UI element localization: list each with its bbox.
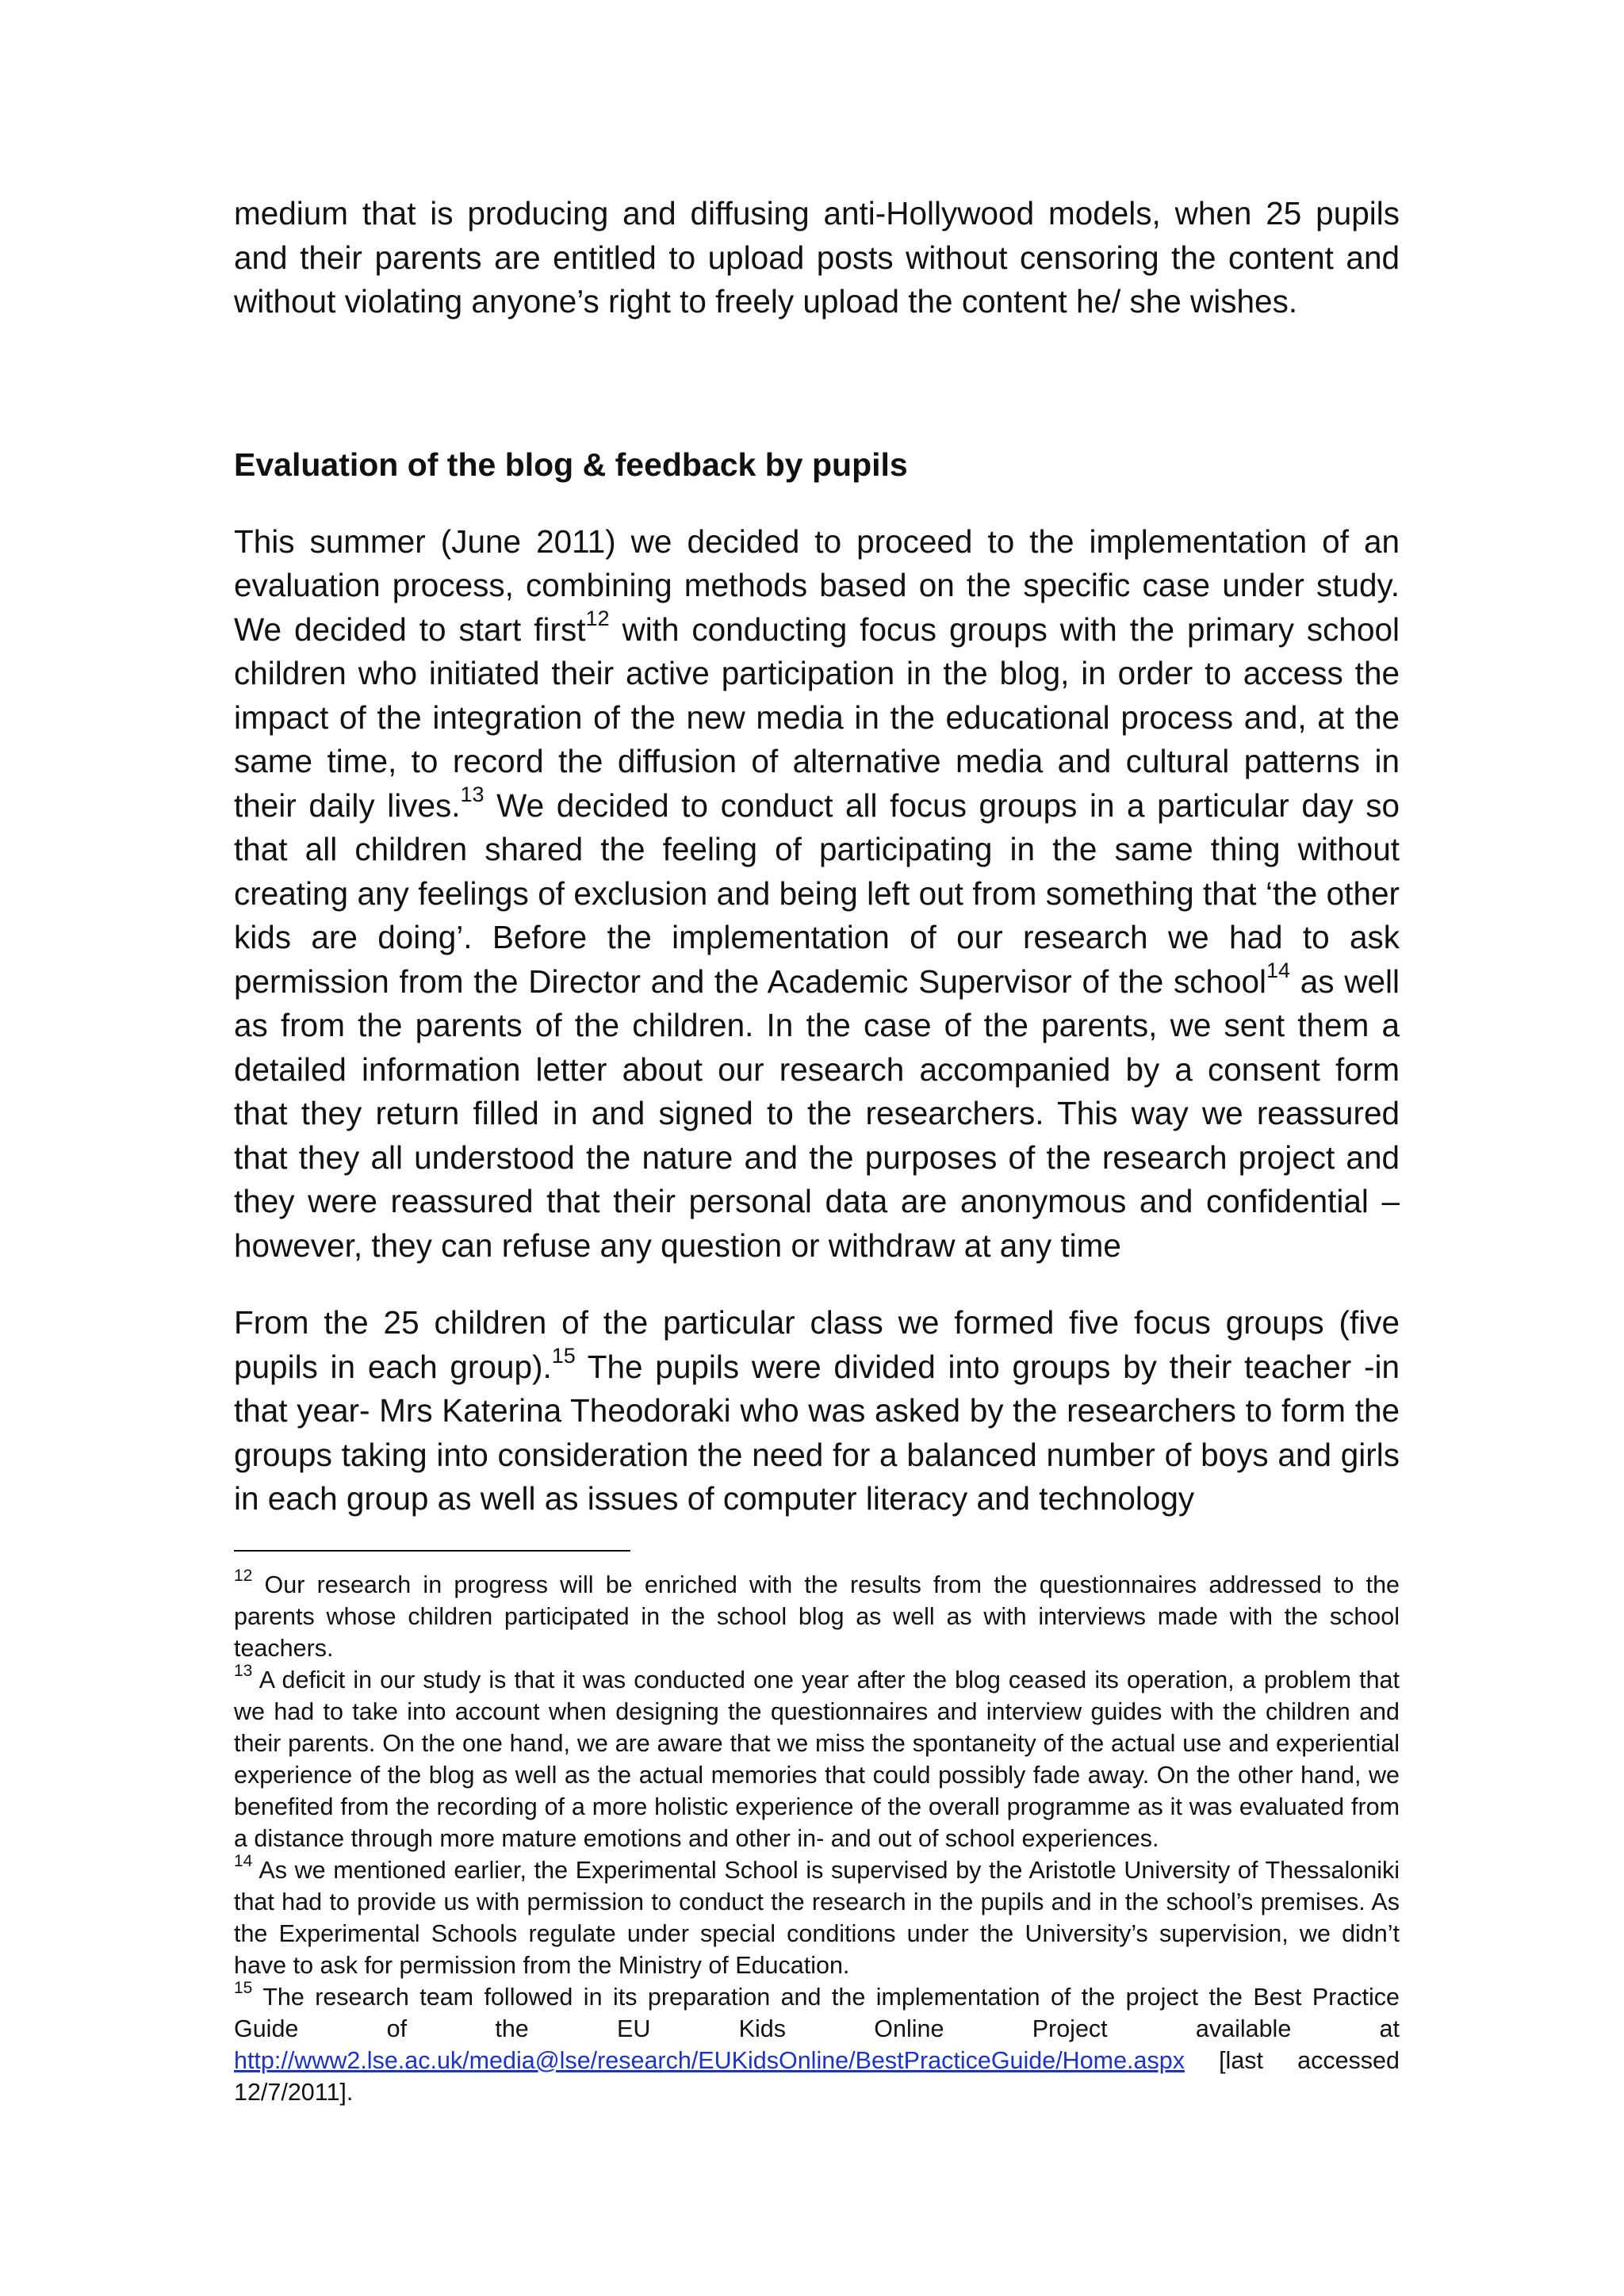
- best-practice-guide-link[interactable]: http://www2.lse.ac.uk/media@lse/research/EUKidsOnline/BestPracticeGuide/Home.aspx: [234, 2046, 1185, 2074]
- body-paragraph-2: [234, 1301, 1400, 1521]
- footnote-12: [234, 1569, 1400, 1664]
- paragraph1-text-3: We decided to conduct all focus groups in a particular day so that all children shared the feeling of participating in the same thing without creating any feelings of exclusion and being left out from something that ‘the other kids are doing’. Before the implementation of our research we had to ask permission from the Director and the Academic Supervisor of the school: [234, 786, 1400, 1000]
- footnote-text-15-end: [last accessed 12/7/2011].: [234, 2046, 1400, 2106]
- document-page: [234, 192, 1400, 2108]
- footnote-15: [234, 1981, 1400, 2108]
- footnote-13: [234, 1664, 1400, 1854]
- paragraph2-text-1: From the 25 children of the particular class we formed five focus groups (five pupils in each group).: [234, 1304, 1400, 1385]
- footnote-14: [234, 1854, 1400, 1981]
- footnote-number-12: 12: [234, 1567, 253, 1586]
- paragraph1-text-4: as well as from the parents of the children. In the case of the parents, we sent them a detailed information letter about our research accompanied by a consent form that they return filled in and signed to the researchers. This way we reassured that they all understood the nature and the purposes of the research project and they were reassured that their personal data are anonymous and confidential – however, they can refuse any question or withdraw at any time: [234, 962, 1400, 1264]
- body-paragraph-1: [234, 520, 1400, 1269]
- footnote-ref-15[interactable]: 15: [551, 1344, 576, 1368]
- footnote-number-13: 13: [234, 1662, 253, 1681]
- section-heading: Evaluation of the blog & feedback by pupils: [234, 446, 908, 483]
- footnote-ref-14[interactable]: 14: [1266, 959, 1291, 982]
- footnote-text-13: A deficit in our study is that it was conducted one year after the blog ceased its operation, a problem that we had to take into account when designing the questionnaires and interview guides with the children and their parents. On the one hand, we are aware that we miss the spontaneity of the actual use and experiential experience of the blog as well as the actual memories that could possibly fade away. On the other hand, we benefited from the recording of a more holistic experience of the overall programme as it was evaluated from a distance through more mature emotions and other in- and out of school experiences.: [234, 1666, 1400, 1852]
- footnote-text-12: Our research in progress will be enriched with the results from the questionnaires addressed to the parents whose children participated in the school blog as well as with interviews made with the school teachers.: [234, 1571, 1400, 1662]
- paragraph2-text-2: The pupils were divided into groups by their teacher -in that year- Mrs Katerina Theodoraki who was asked by the researchers to form the groups taking into consideration the need for a balanced number of boys and girls in each group as well as issues of computer literacy and technology: [234, 1348, 1400, 1517]
- footnote-separator: [234, 1550, 630, 1552]
- paragraph1-text-1: This summer (June 2011) we decided to proceed to the implementation of an evaluation process, combining methods based on the specific case under study. We decided to start first: [234, 522, 1400, 648]
- footnote-number-14: 14: [234, 1852, 253, 1871]
- paragraph1-text-2: with conducting focus groups with the primary school children who initiated their active participation in the blog, in order to access the impact of the integration of the new media in the educational process and, at the same time, to record the diffusion of alternative media and cultural patterns in their daily lives.: [234, 610, 1400, 824]
- footnote-text-14: As we mentioned earlier, the Experimental School is supervised by the Aristotle University of Thessaloniki that had to provide us with permission to conduct the research in the pupils and in the school’s premises. As the Experimental Schools regulate under special conditions under the University’s supervision, we didn’t have to ask for permission from the Ministry of Education.: [234, 1856, 1400, 1979]
- footnote-number-15: 15: [234, 1979, 253, 1998]
- footnote-ref-12[interactable]: 12: [585, 607, 610, 630]
- footnote-text-15: The research team followed in its preparation and the implementation of the project the Best Practice Guide of the EU Kids Online Project available at: [234, 1983, 1400, 2042]
- footnotes-section: [234, 1569, 1400, 2108]
- footnote-ref-13[interactable]: 13: [460, 783, 485, 806]
- intro-paragraph: medium that is producing and diffusing anti-Hollywood models, when 25 pupils and their parents are entitled to upload posts without censoring the content and without violating anyone’s right to freely upload the content he/ she wishes.: [234, 195, 1400, 320]
